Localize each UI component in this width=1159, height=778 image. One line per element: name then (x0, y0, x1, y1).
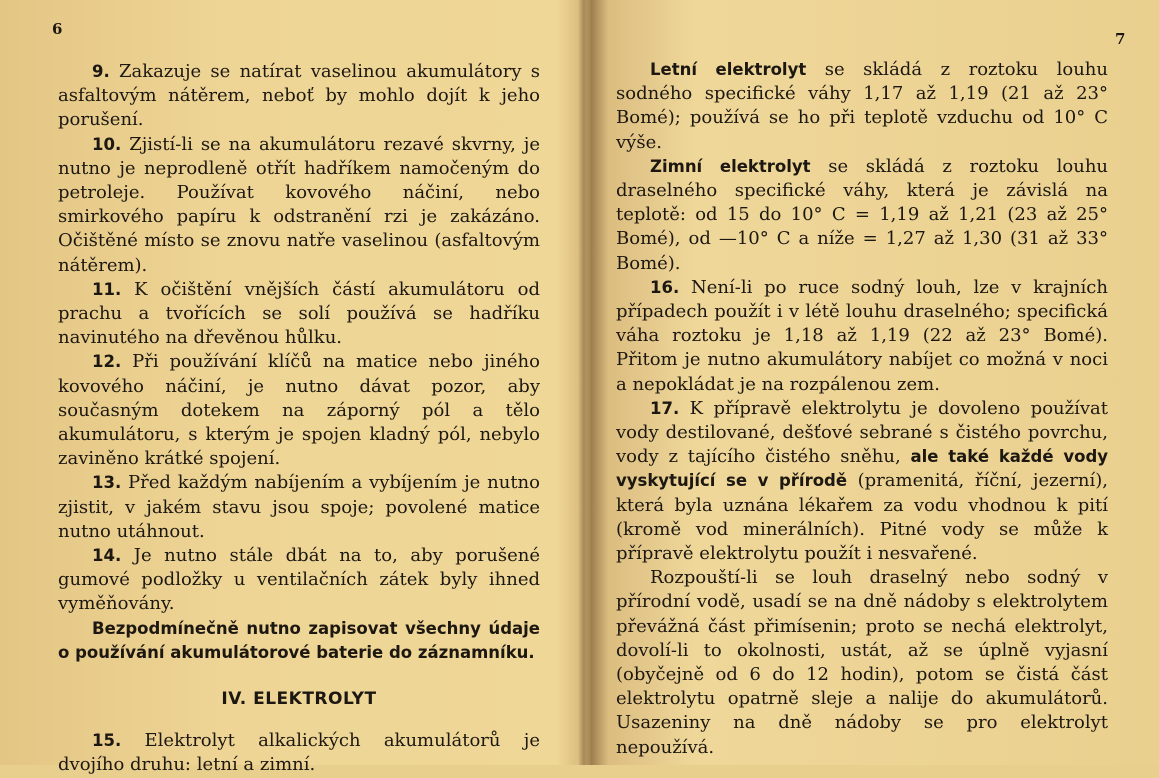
left-text-column (58, 60, 540, 778)
section-heading: IV. ELEKTROLYT (221, 689, 377, 710)
paragraph-14: 14. Je nutno stále dbát na to, aby porušené gumové podložky u ventilačních zátek byly ihned vyměňovány. (58, 545, 540, 615)
right-text-column (616, 58, 1108, 760)
right-page (590, 0, 1159, 765)
paragraph-17: 17. K přípravě elektrolytu je dovoleno používat vody destilované, dešťové sebrané s čistého povrchu, vody z tajícího čistého sněhu, ale také každé vody vyskytující se v přírodě (pramenitá, říční, jezerní), která byla uznána lékařem za vodu vhodnou k pití (kromě vod minerálních). Pitné vody se může k přípravě elektrolytu použít i nesvařené. (616, 397, 1109, 565)
paragraph-12: 12. Při používání klíčů na matice nebo jiného kovového náčiní, je nutno dávat pozor, aby současným dotekem na záporný pól a tělo akumulátoru, s kterým je spojen kladný pól, nebylo zaviněno krátké spojení. (58, 351, 540, 470)
book-gutter (578, 0, 590, 765)
bold-note: Bezpodmínečně nutno zapisovat všechny údaje o používání akumulátorové baterie do záznamníku. (58, 618, 540, 662)
paragraph-16: 16. Není-li po ruce sodný louh, lze v krajních případech použít i v létě louhu draselného; specifická váha roztoku je 1,18 až 1,19 (22 až 23° Bomé). Přitom je nutno akumulátory nabíjet co možná v noci a nepokládat je na rozpálenou zem. (616, 276, 1108, 395)
paragraph-10: 10. Zjistí-li se na akumulátoru rezavé skvrny, je nutno je neprodleně otřít hadříkem namočeným do petroleje. Používat kovového náčiní, nebo smirkového papíru k odstranění rzi je zakázáno. Očištěné místo se znovu natře vaselinou (asfaltovým nátěrem). (58, 133, 540, 276)
summer-electrolyte: Letní elektrolyt se skládá z roztoku louhu sodného specifické váhy 1,17 až 1,19 (21 až 23° Bomé); používá se ho při teplotě vzduchu od 10° C výše. (616, 59, 1108, 153)
paragraph-9: 9. Zakazuje se natírat vaselinou akumulátory s asfaltovým nátěrem, neboť by mohlo dojít k jeho porušení. (58, 61, 540, 131)
paragraph-settling: Rozpouští-li se louh draselný nebo sodný v přírodní vodě, usadí se na dně nádoby s elektrolytem převážná část přimísenin; proto se nechá elektrolyt, dovolí-li to okolnosti, ustát, až se úplně vyjasní (obyčejně od 6 do 12 hodin), potom se čistá část elektrolytu opatrně sleje a nalije do akumulátorů. Usazeniny na dně nádoby se pro elektrolyt nepoužívá. (616, 567, 1108, 758)
paragraph-13: 13. Před každým nabíjením a vybíjením je nutno zjistit, v jakém stavu jsou spoje; povolené matice nutno utáhnout. (58, 472, 540, 542)
page-number: 7 (1115, 30, 1126, 48)
winter-electrolyte: Zimní elektrolyt se skládá z roztoku louhu draselného specifické váhy, která je závislá na teplotě: od 15 do 10° C = 1,19 až 1,21 (23 až 25° Bomé), od —10° C a níže = 1,27 až 1,30 (31 až 33° Bomé). (616, 155, 1109, 274)
paragraph-11: 11. K očištění vnějších částí akumulátoru od prachu a tvořících se solí používá se hadříku navinutého na dřevěnou hůlku. (58, 278, 540, 349)
left-page (0, 0, 578, 776)
page-number: 6 (52, 20, 63, 38)
paragraph-15: 15. Elektrolyt alkalických akumulátorů je dvojího druhu: letní a zimní. (58, 730, 540, 776)
